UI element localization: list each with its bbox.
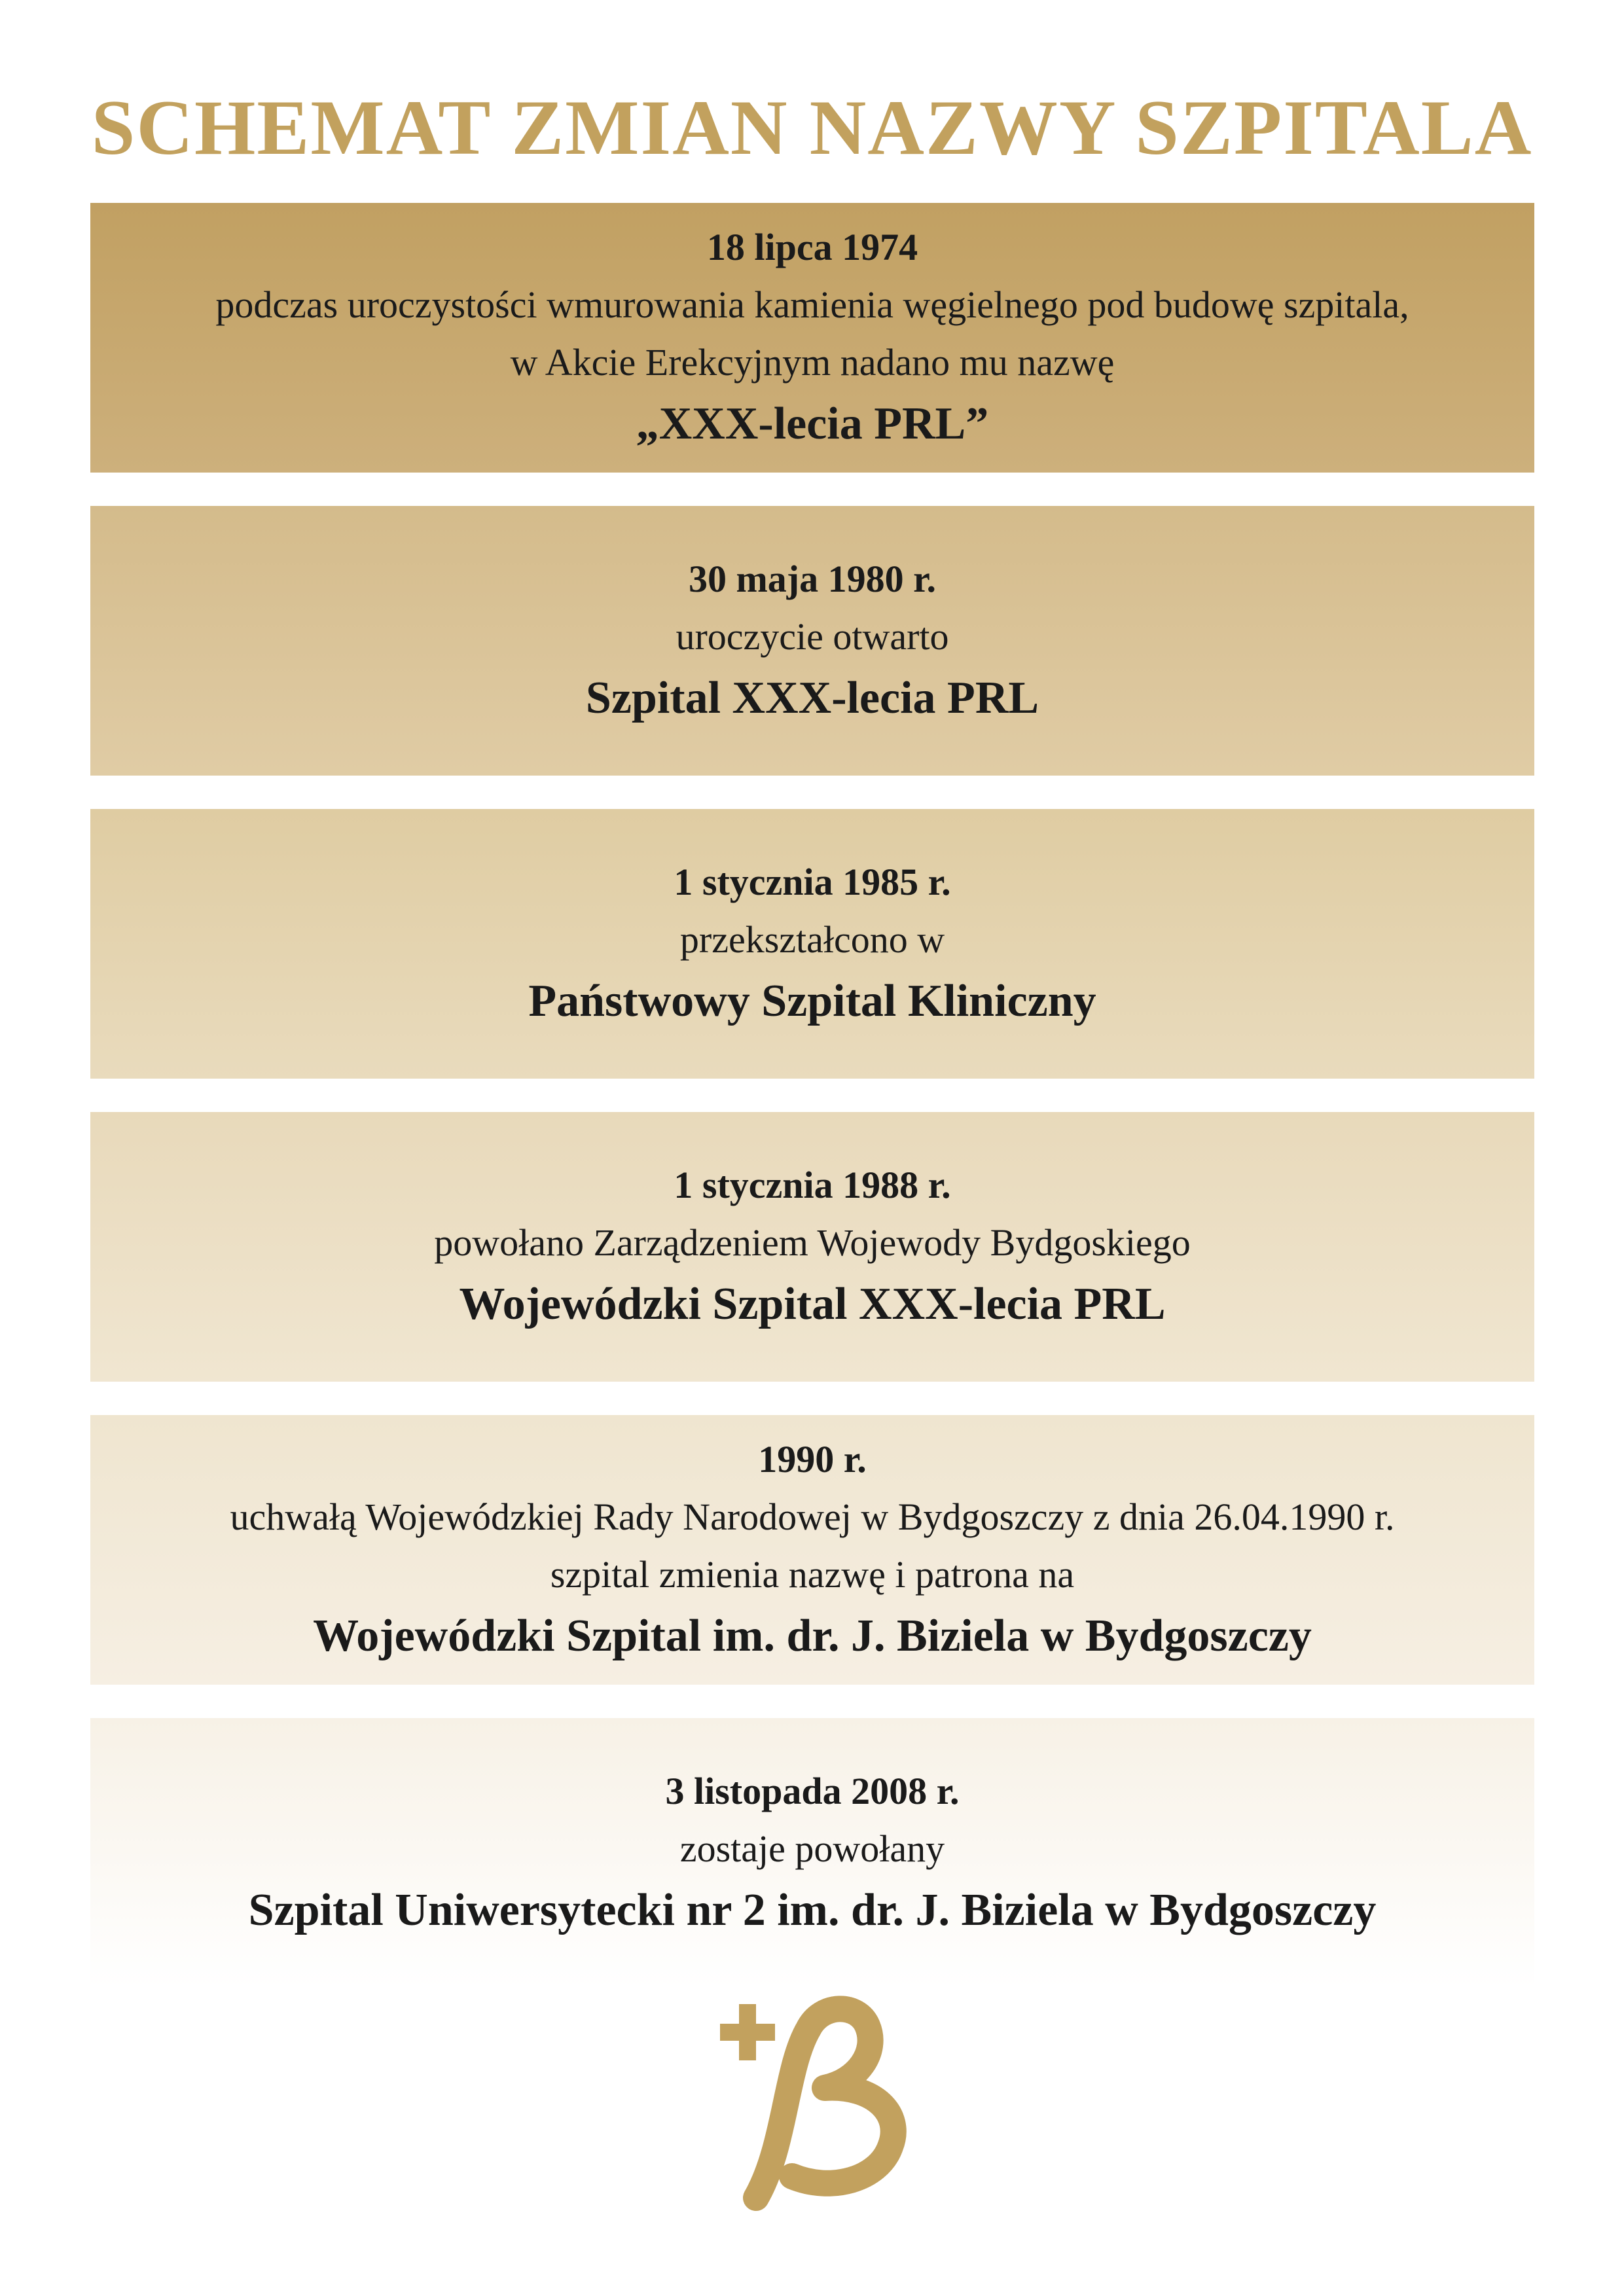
timeline-entry-1980 <box>90 506 1534 776</box>
entry-hospital-name: Państwowy Szpital Kliniczny <box>528 976 1096 1026</box>
entry-description: uchwałą Wojewódzkiej Rady Narodowej w Bydgoszczy z dnia 26.04.1990 r. <box>230 1496 1395 1538</box>
entry-description-2: w Akcie Erekcyjnym nadano mu nazwę <box>510 341 1115 384</box>
entry-date: 1 stycznia 1988 r. <box>674 1164 951 1206</box>
entry-hospital-name: „XXX-lecia PRL” <box>636 399 989 449</box>
entry-date: 1990 r. <box>758 1438 867 1480</box>
timeline-entry-1988 <box>90 1112 1534 1382</box>
entry-description: podczas uroczystości wmurowania kamienia węgielnego pod budowę szpitala, <box>215 283 1409 326</box>
entry-date: 1 stycznia 1985 r. <box>674 861 951 903</box>
entry-hospital-name: Szpital XXX-lecia PRL <box>585 673 1039 723</box>
timeline-entry-2008 <box>90 1718 1534 1988</box>
entry-date: 3 listopada 2008 r. <box>665 1770 960 1812</box>
entry-description: uroczycie otwarto <box>676 615 949 658</box>
entry-description-2: szpital zmienia nazwę i patrona na <box>550 1553 1075 1596</box>
timeline-entry-1985 <box>90 809 1534 1079</box>
entry-date: 18 lipca 1974 <box>706 226 918 268</box>
entry-description: powołano Zarządzeniem Wojewody Bydgoskiego <box>434 1221 1191 1264</box>
entry-description: przekształcono w <box>679 918 945 961</box>
entry-hospital-name: Wojewódzki Szpital XXX-lecia PRL <box>459 1279 1166 1329</box>
timeline-entry-1990 <box>90 1415 1534 1685</box>
entry-description: zostaje powołany <box>679 1827 945 1870</box>
hospital-b-logo-icon <box>707 1990 929 2212</box>
page-title: SCHEMAT ZMIAN NAZWY SZPITALA <box>91 84 1533 171</box>
entry-hospital-name: Szpital Uniwersytecki nr 2 im. dr. J. Biziela w Bydgoszczy <box>248 1885 1377 1935</box>
entry-hospital-name: Wojewódzki Szpital im. dr. J. Biziela w Bydgoszczy <box>313 1611 1312 1661</box>
entry-date: 30 maja 1980 r. <box>688 558 937 600</box>
timeline-entry-1974 <box>90 203 1534 473</box>
